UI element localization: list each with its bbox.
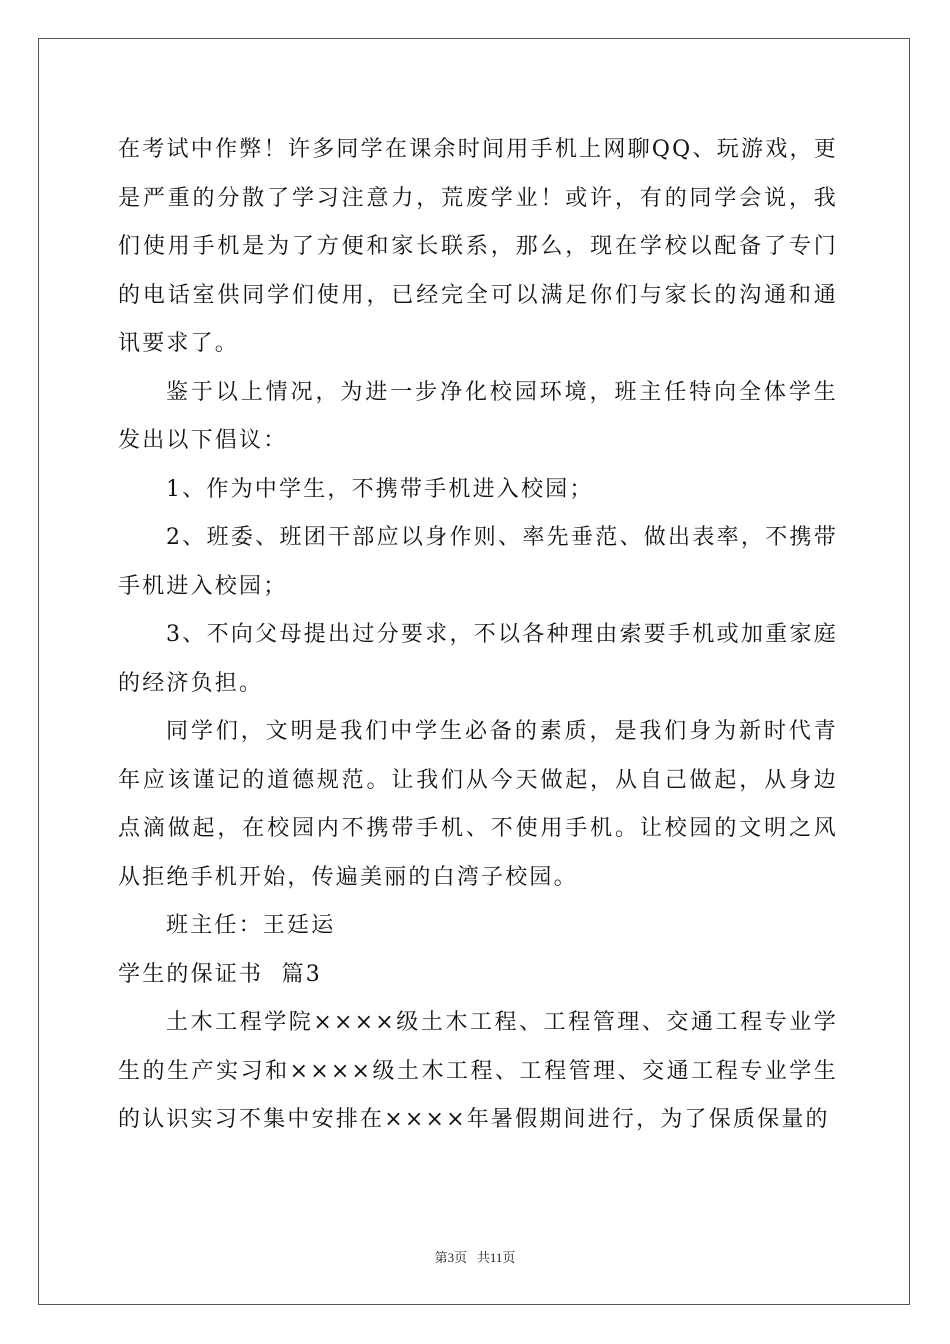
paragraph: 鉴于以上情况，为进一步净化校园环境，班主任特向全体学生发出以下倡议： bbox=[118, 379, 838, 453]
page-number: 第3页 bbox=[434, 1250, 468, 1265]
list-item: 2、班委、班团干部应以身作则、率先垂范、做出表率，不携带手机进入校园； bbox=[118, 525, 838, 599]
list-item: 3、不向父母提出过分要求，不以各种理由索要手机或加重家庭的经济负担。 bbox=[118, 622, 838, 696]
paragraph: 在考试中作弊！许多同学在课余时间用手机上网聊QQ、玩游戏，更是严重的分散了学习注意力，荒废学业！或许，有的同学会说，我们使用手机是为了方便和家长联系，那么，现在学校以配备了专门的电话室供同学们使用，已经完全可以满足你们与家长的沟通和通讯要求了。 bbox=[118, 137, 838, 356]
page-total: 共11页 bbox=[476, 1250, 516, 1265]
list-item: 1、作为中学生，不携带手机进入校园； bbox=[166, 476, 594, 502]
document-body bbox=[118, 126, 838, 1145]
paragraph: 同学们，文明是我们中学生必备的素质，是我们身为新时代青年应该谨记的道德规范。让我们从今天做起，从自己做起，从身边点滴做起，在校园内不携带手机、不使用手机。让校园的文明之风从拒绝手机开始，传遍美丽的白湾子校园。 bbox=[118, 719, 838, 890]
signature-line: 班主任：王廷运 bbox=[166, 913, 336, 938]
section-heading: 学生的保证书 篇3 bbox=[118, 961, 322, 987]
paragraph: 土木工程学院××××级土木工程、工程管理、交通工程专业学生的生产实习和××××级土木工程、工程管理、交通工程专业学生的认识实习不集中安排在××××年暑假期间进行，为了保质保量的 bbox=[118, 1010, 838, 1132]
page-footer bbox=[0, 1247, 950, 1266]
